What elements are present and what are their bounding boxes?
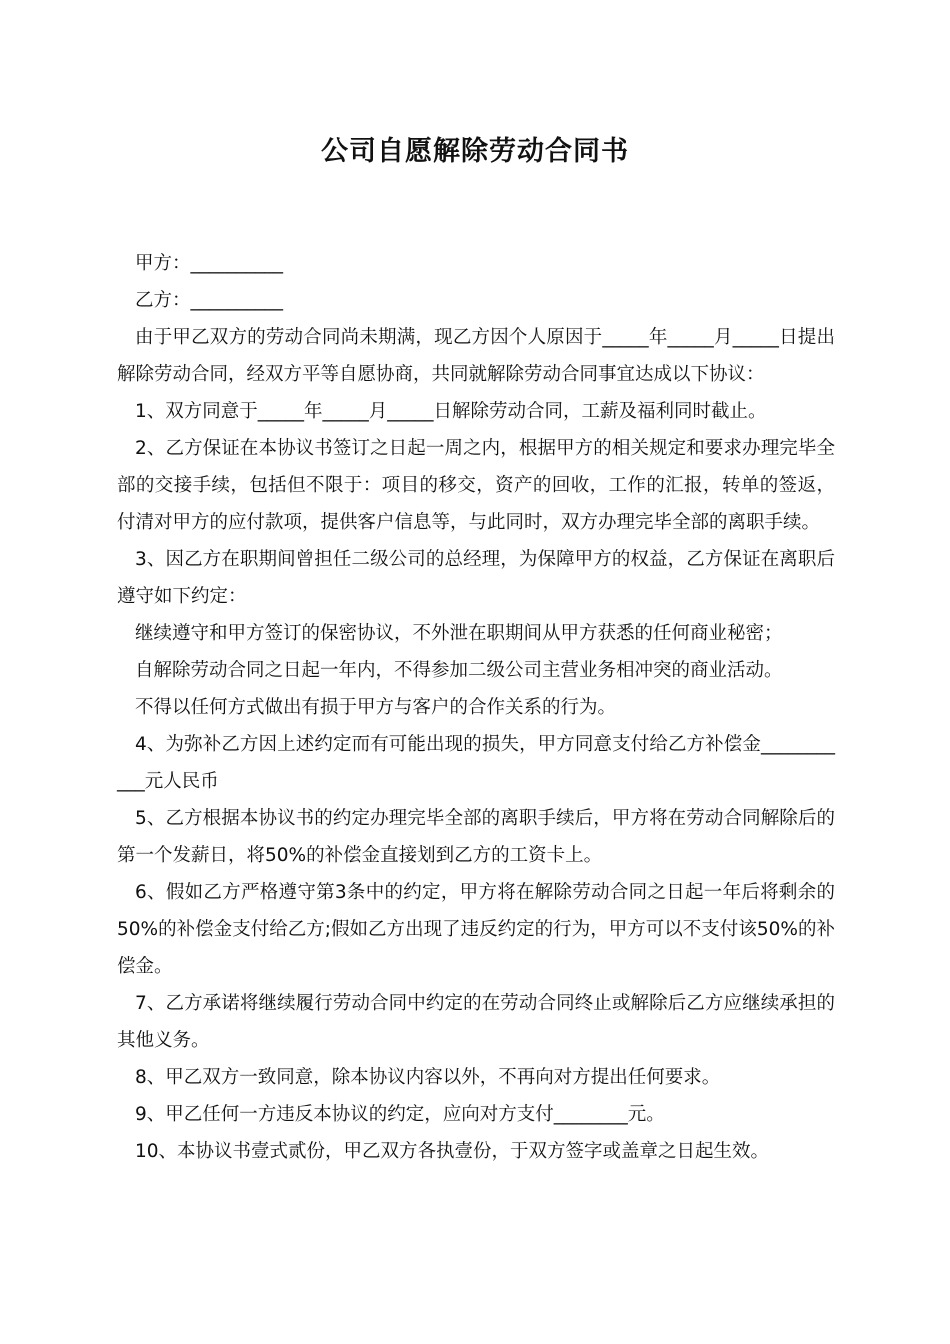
clause-8: 8、甲乙双方一致同意，除本协议内容以外，不再向对方提出任何要求。 xyxy=(135,1067,721,1088)
preamble-paragraph: 由于甲乙双方的劳动合同尚未期满，现乙方因个人原因于_____年_____月_____日提出解除劳动合同，经双方平等自愿协商，共同就解除劳动合同事宜达成以下协议： xyxy=(117,327,835,385)
clause-9: 9、甲乙任何一方违反本协议的约定，应向对方支付________元。 xyxy=(135,1104,665,1125)
document-title: 公司自愿解除劳动合同书 xyxy=(321,136,629,167)
clause-1: 1、双方同意于_____年_____月_____日解除劳动合同，工薪及福利同时截止。 xyxy=(135,401,767,422)
clause-7: 7、乙方承诺将继续履行劳动合同中约定的在劳动合同终止或解除后乙方应继续承担的其他义务。 xyxy=(117,993,835,1051)
clause-2: 2、乙方保证在本协议书签订之日起一周之内，根据甲方的相关规定和要求办理完毕全部的交接手续，包括但不限于：项目的移交，资产的回收，工作的汇报，转单的签返，付清对甲方的应付款项，提供客户信息等，与此同时，双方办理完毕全部的离职手续。 xyxy=(117,438,835,533)
clause-6: 6、假如乙方严格遵守第3条中的约定，甲方将在解除劳动合同之日起一年后将剩余的50%的补偿金支付给乙方;假如乙方出现了违反约定的行为，甲方可以不支付该50%的补偿金。 xyxy=(117,882,835,977)
clause-3: 3、因乙方在职期间曾担任二级公司的总经理，为保障甲方的权益，乙方保证在离职后遵守如下约定： xyxy=(117,549,835,607)
clause-3-item-1: 继续遵守和甲方签订的保密协议，不外泄在职期间从甲方获悉的任何商业秘密； xyxy=(135,623,783,644)
clause-4: 4、为弥补乙方因上述约定而有可能出现的损失，甲方同意支付给乙方补偿金___________元人民币 xyxy=(117,734,835,792)
party-b-line: 乙方：__________ xyxy=(135,290,284,311)
clause-3-item-2: 自解除劳动合同之日起一年内，不得参加二级公司主营业务相冲突的商业活动。 xyxy=(135,660,783,681)
clause-3-item-3: 不得以任何方式做出有损于甲方与客户的合作关系的行为。 xyxy=(135,697,617,718)
party-a-line: 甲方：__________ xyxy=(135,253,284,274)
clause-10: 10、本协议书壹式贰份，甲乙双方各执壹份，于双方签字或盖章之日起生效。 xyxy=(135,1141,770,1162)
document-body xyxy=(117,245,835,1170)
clause-5: 5、乙方根据本协议书的约定办理完毕全部的离职手续后，甲方将在劳动合同解除后的第一个发薪日，将50%的补偿金直接划到乙方的工资卡上。 xyxy=(117,808,835,866)
